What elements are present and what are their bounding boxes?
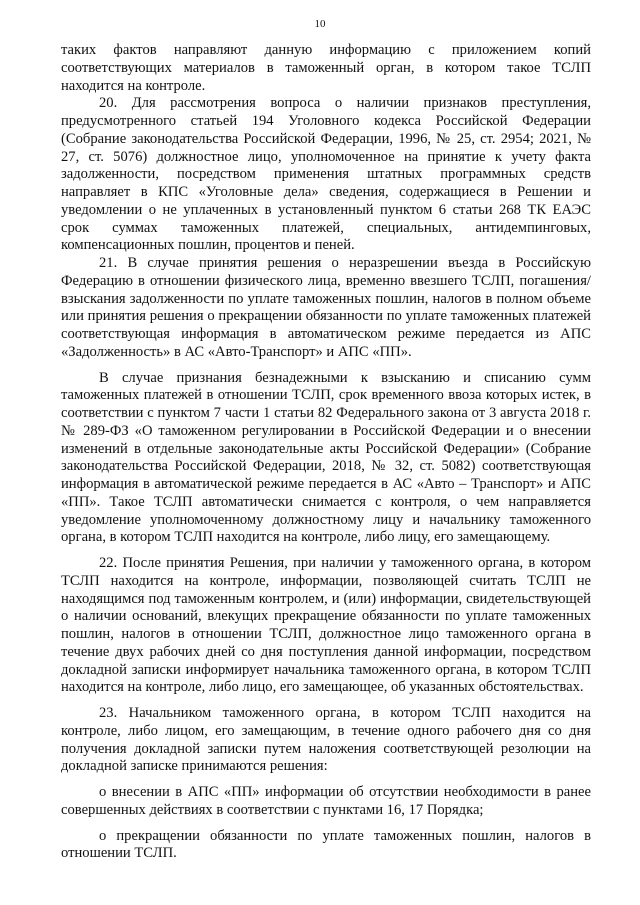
paragraph-22: 22. После принятия Решения, при наличии у таможенного органа, в котором ТСЛП находится на контроле, информации, позволяющей считать ТСЛП не находящимся под таможенным контролем, и (или) информации, свидетельствующей о наличии оснований, влекущих прекращение обязанности по уплате таможенных пошлин, налогов в отношении ТСЛП, должностное лицо таможенного органа в течение двух рабочих дней со дня поступления данной информации, посредством докладной записки информирует начальника таможенного органа, в котором ТСЛП находится на контроле, либо лицо, его замещающее, об указанных обстоятельствах. [61, 555, 591, 696]
paragraph-20: 20. Для рассмотрения вопроса о наличии признаков преступления, предусмотренного статьей 194 Уголовного кодекса Российской Федерации (Собрание законодательства Российской Федерации, 1996, № 25, ст. 2954; 2021, № 27, ст. 5076) должностное лицо, уполномоченное на принятие к учету факта задолженности, посредством применения штатных программных средств направляет в КПС «Уголовные дела» сведения, содержащиеся в Решении и уведомлении о не уплаченных в установленный пунктом 6 статьи 268 ТК ЕАЭС срок суммах таможенных платежей, специальных, антидемпинговых, компенсационных пошлин, процентов и пеней. [61, 95, 591, 254]
document-body [61, 42, 591, 863]
paragraph-23-item-1: о внесении в АПС «ПП» информации об отсутствии необходимости в ранее совершенных действиях в соответствии с пунктами 16, 17 Порядка; [61, 784, 591, 818]
paragraph-21-part-2: В случае признания безнадежными к взысканию и списанию сумм таможенных платежей в отношении ТСЛП, срок временного ввоза которых истек, в соответствии с пунктом 7 части 1 статьи 82 Федерального закона от 3 августа 2018 г. № 289-ФЗ «О таможенном регулировании в Российской Федерации и о внесении изменений в отдельные законодательные акты Российской Федерации» (Собрание законодательства Российской Федерации, 2018, № 32, ст. 5082) соответствующая информация в автоматической режиме передается в АС «Авто – Транспорт» и АПС «ПП». Такое ТСЛП автоматически снимается с контроля, о чем направляется уведомление уполномоченному должностному лицу и начальнику таможенного органа, в котором ТСЛП находится на контроле, либо лицу, его замещающему. [61, 369, 591, 546]
paragraph-continuation: таких фактов направляют данную информацию с приложением копий соответствующих материалов в таможенный орган, в котором такое ТСЛП находится на контроле. [61, 42, 591, 94]
page-number: 10 [314, 18, 326, 30]
paragraph-23-item-2: о прекращении обязанности по уплате таможенных пошлин, налогов в отношении ТСЛП. [61, 827, 591, 862]
paragraph-21: 21. В случае принятия решения о неразрешении въезда в Российскую Федерацию в отношении физического лица, временно ввезшего ТСЛП, погашения/взыскания задолженности по уплате таможенных пошлин, налогов в полном объеме или принятия решения о прекращении обязанности по уплате таможенных платежей соответствующая информация в автоматическом режиме передается из АПС «Задолженность» в АС «Авто-Транспорт» и АПС «ПП». [61, 255, 591, 360]
paragraph-23: 23. Начальником таможенного органа, в котором ТСЛП находится на контроле, либо лицом, его замещающим, в течение одного рабочего дня со дня получения докладной записки путем наложения соответствующей резолюции на докладной записке принимаются решения: [61, 705, 591, 775]
